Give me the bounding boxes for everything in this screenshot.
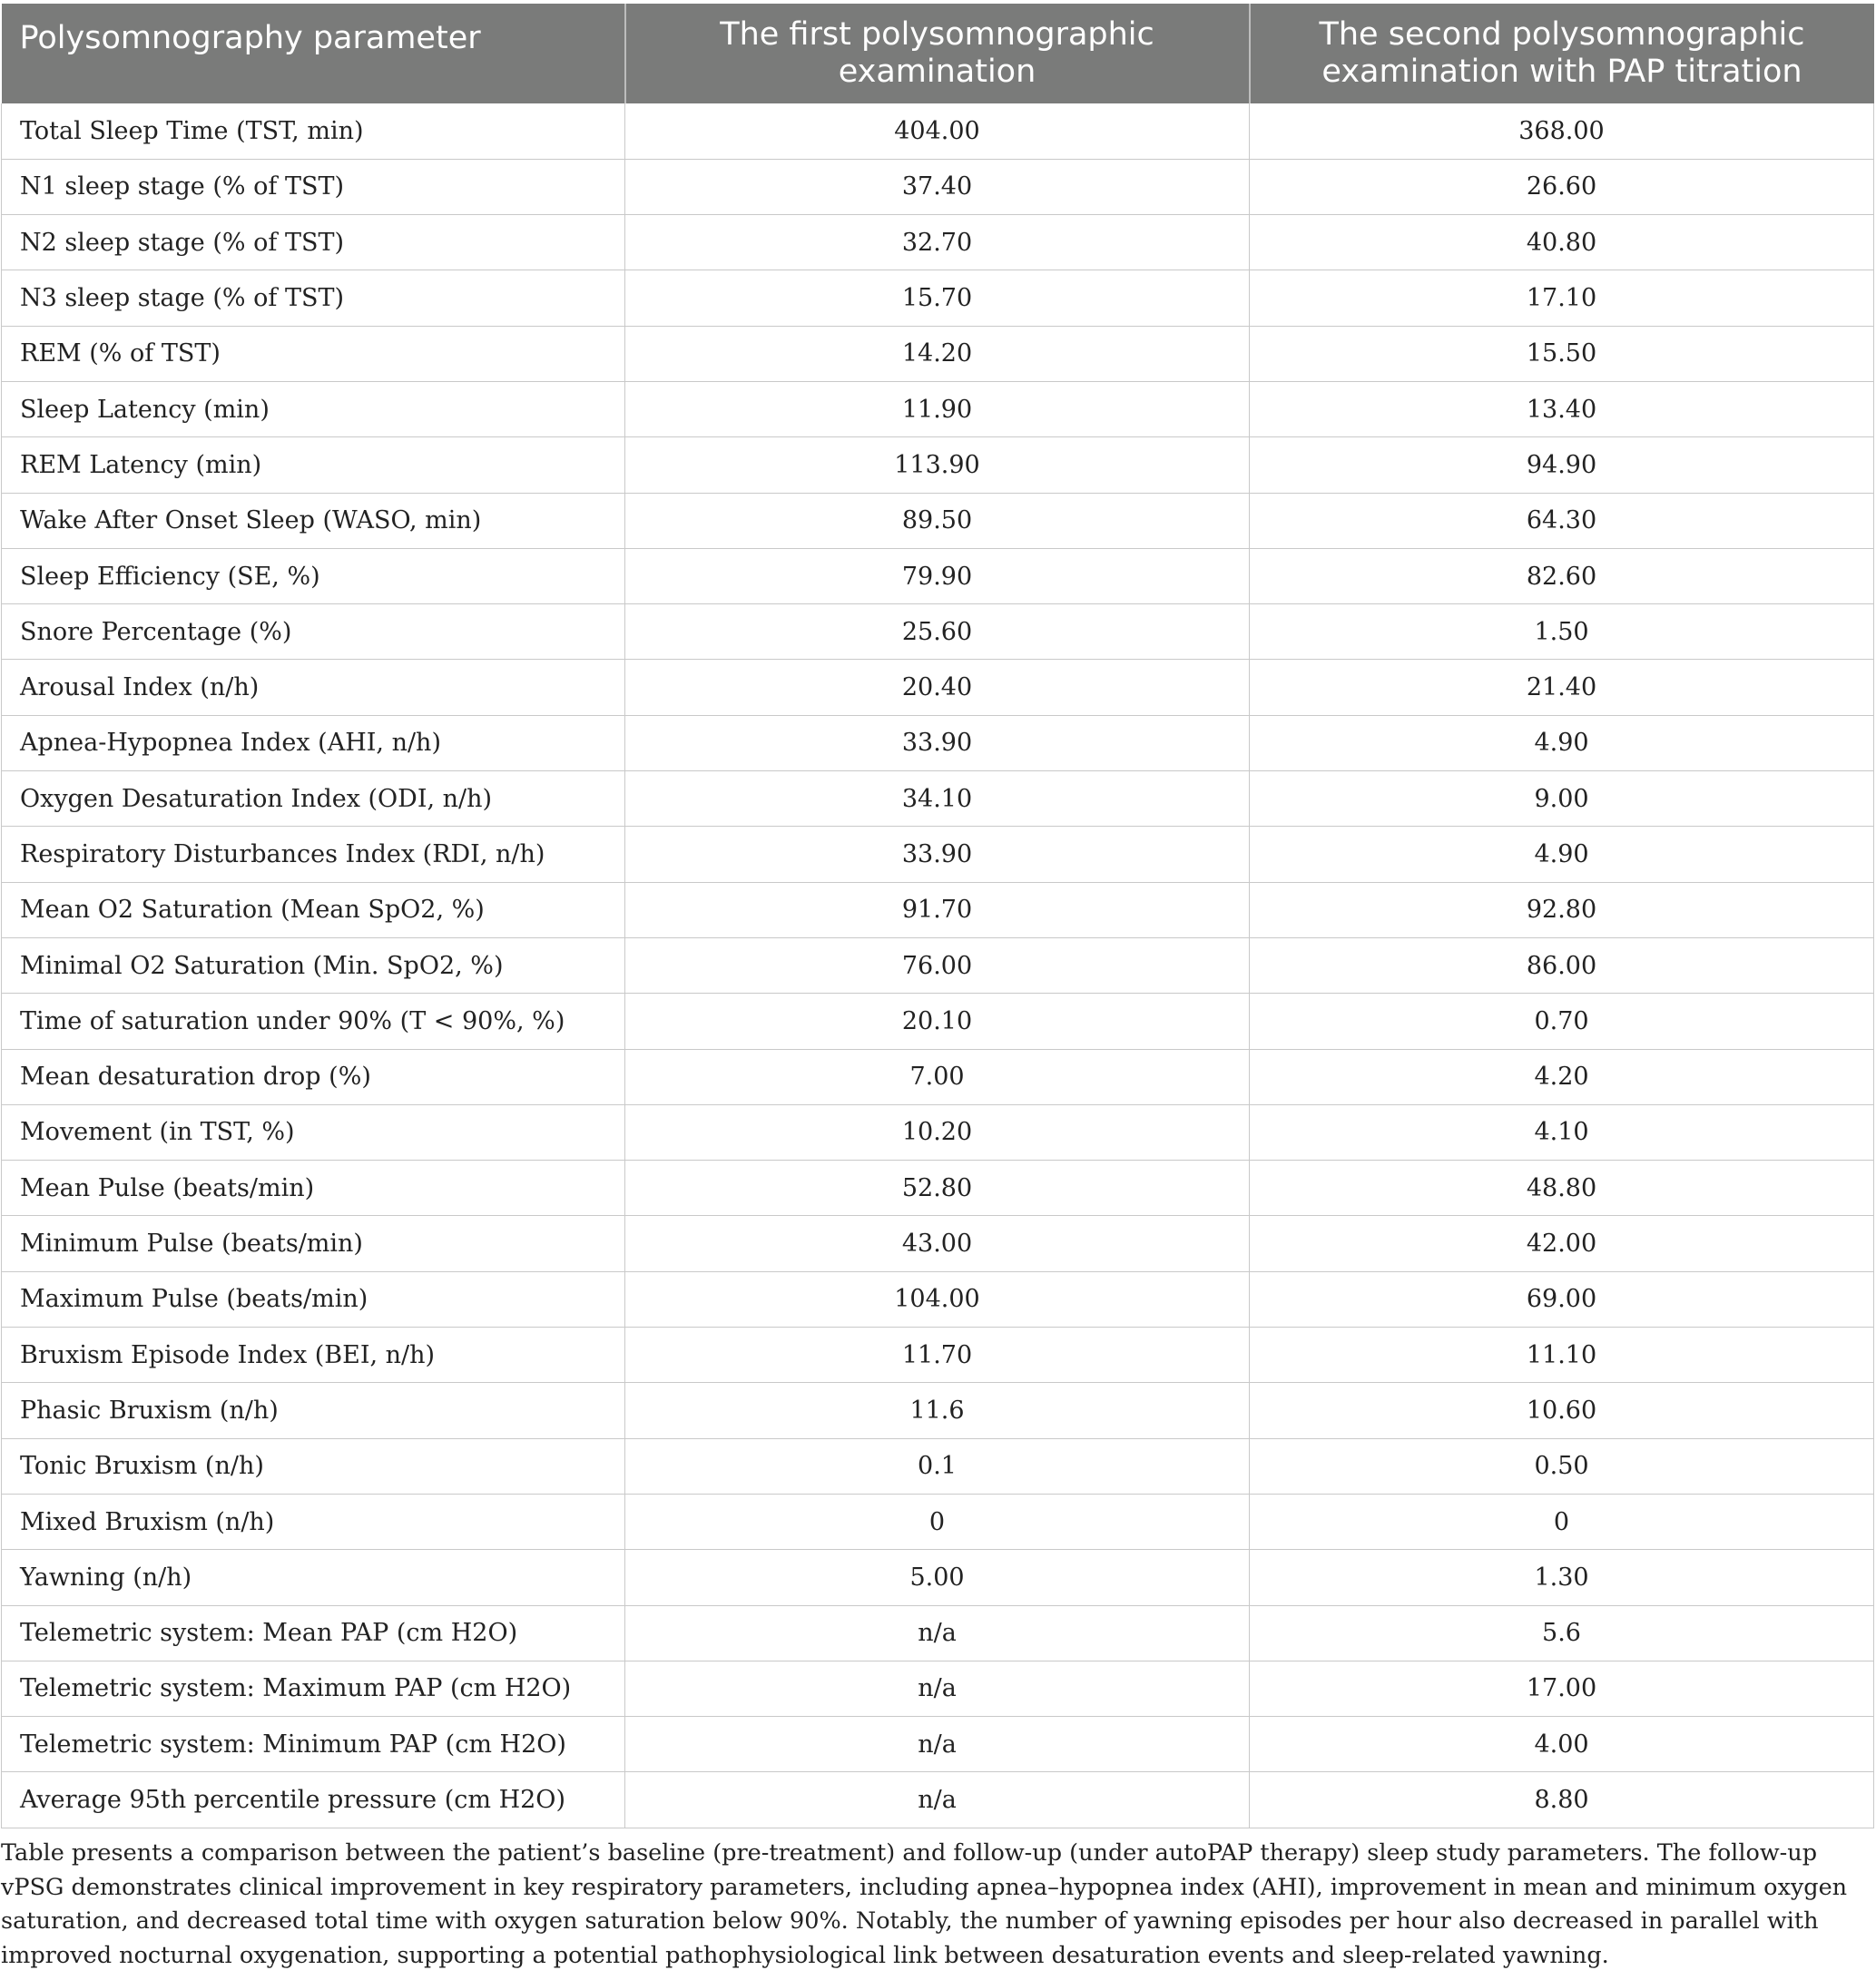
header-parameter: Polysomnography parameter: [2, 4, 625, 103]
second-exam-value: 1.50: [1250, 604, 1874, 660]
table-row: [2, 1104, 1874, 1160]
parameter-cell: Apnea-Hypopnea Index (AHI, n/h): [2, 715, 625, 770]
second-exam-value: 26.60: [1250, 159, 1874, 214]
first-exam-value: 43.00: [625, 1216, 1250, 1271]
parameter-cell: N2 sleep stage (% of TST): [2, 215, 625, 270]
second-exam-value: 40.80: [1250, 215, 1874, 270]
parameter-cell: Mean Pulse (beats/min): [2, 1161, 625, 1216]
parameter-cell: Respiratory Disturbances Index (RDI, n/h): [2, 827, 625, 882]
first-exam-value: 15.70: [625, 270, 1250, 326]
first-exam-value: 79.90: [625, 548, 1250, 603]
table-row: [2, 437, 1874, 493]
second-exam-value: 4.00: [1250, 1717, 1874, 1772]
table-row: [2, 1772, 1874, 1828]
table-row: [2, 1049, 1874, 1104]
second-exam-value: 4.90: [1250, 715, 1874, 770]
parameter-cell: Movement (in TST, %): [2, 1104, 625, 1160]
table-caption: Table presents a comparison between the patient’s baseline (pre-treatment) and follow-up (under autoPAP therapy) sleep study parameters. The follow-up vPSG demonstrates clinical improvement in key respiratory parameters, including apnea–hypopnea index (AHI), improvement in mean and minimum oxygen saturation, and decreased total time with oxygen saturation below 90%. Notably, the number of yawning episodes per hour also decreased in parallel with improved nocturnal oxygenation, supporting a potential pathophysiological link between desaturation events and sleep-related yawning.: [1, 1839, 1848, 1969]
table-row: [2, 715, 1874, 770]
second-exam-value: 48.80: [1250, 1161, 1874, 1216]
second-exam-value: 4.90: [1250, 827, 1874, 882]
first-exam-value: 25.60: [625, 604, 1250, 660]
table-row: [2, 1161, 1874, 1216]
parameter-cell: Mixed Bruxism (n/h): [2, 1494, 625, 1549]
header-first-exam: The first polysomnographic examination: [625, 4, 1250, 103]
header-row: [2, 4, 1874, 103]
first-exam-value: 7.00: [625, 1049, 1250, 1104]
first-exam-value: 20.40: [625, 660, 1250, 715]
second-exam-value: 69.00: [1250, 1271, 1874, 1327]
parameter-cell: Mean desaturation drop (%): [2, 1049, 625, 1104]
second-exam-value: 9.00: [1250, 771, 1874, 827]
first-exam-value: 14.20: [625, 326, 1250, 381]
first-exam-value: 11.70: [625, 1328, 1250, 1383]
first-exam-value: 0.1: [625, 1438, 1250, 1494]
table-row: [2, 1328, 1874, 1383]
parameter-cell: N1 sleep stage (% of TST): [2, 159, 625, 214]
table-row: [2, 937, 1874, 993]
parameter-cell: Minimum Pulse (beats/min): [2, 1216, 625, 1271]
table-row: [2, 1216, 1874, 1271]
second-exam-value: 42.00: [1250, 1216, 1874, 1271]
parameter-cell: Snore Percentage (%): [2, 604, 625, 660]
table-row: [2, 493, 1874, 548]
second-exam-value: 82.60: [1250, 548, 1874, 603]
first-exam-value: 404.00: [625, 103, 1250, 159]
first-exam-value: 113.90: [625, 437, 1250, 493]
first-exam-value: 33.90: [625, 827, 1250, 882]
parameter-cell: Sleep Efficiency (SE, %): [2, 548, 625, 603]
table-row: [2, 159, 1874, 214]
second-exam-value: 21.40: [1250, 660, 1874, 715]
table-row: [2, 215, 1874, 270]
table-body: [2, 103, 1874, 1828]
first-exam-value: 104.00: [625, 1271, 1250, 1327]
first-exam-value: 10.20: [625, 1104, 1250, 1160]
first-exam-value: 89.50: [625, 493, 1250, 548]
table-row: [2, 103, 1874, 159]
parameter-cell: Tonic Bruxism (n/h): [2, 1438, 625, 1494]
second-exam-value: 92.80: [1250, 882, 1874, 937]
parameter-cell: Time of saturation under 90% (T < 90%, %): [2, 994, 625, 1049]
first-exam-value: 20.10: [625, 994, 1250, 1049]
parameter-cell: Sleep Latency (min): [2, 381, 625, 436]
parameter-cell: REM (% of TST): [2, 326, 625, 381]
table-row: [2, 1661, 1874, 1716]
table-row: [2, 1438, 1874, 1494]
table-row: [2, 994, 1874, 1049]
first-exam-value: 34.10: [625, 771, 1250, 827]
first-exam-value: 52.80: [625, 1161, 1250, 1216]
first-exam-value: 37.40: [625, 159, 1250, 214]
table-row: [2, 1550, 1874, 1605]
parameter-cell: Maximum Pulse (beats/min): [2, 1271, 625, 1327]
first-exam-value: 11.90: [625, 381, 1250, 436]
second-exam-value: 1.30: [1250, 1550, 1874, 1605]
first-exam-value: 33.90: [625, 715, 1250, 770]
parameter-cell: Average 95th percentile pressure (cm H2O): [2, 1772, 625, 1828]
table-header: [2, 4, 1874, 103]
second-exam-value: 10.60: [1250, 1383, 1874, 1438]
table-row: [2, 771, 1874, 827]
table-row: [2, 660, 1874, 715]
table-row: [2, 270, 1874, 326]
parameter-cell: REM Latency (min): [2, 437, 625, 493]
table-container: [1, 4, 1873, 1828]
parameter-cell: N3 sleep stage (% of TST): [2, 270, 625, 326]
first-exam-value: n/a: [625, 1661, 1250, 1716]
table-row: [2, 1494, 1874, 1549]
first-exam-value: 91.70: [625, 882, 1250, 937]
second-exam-value: 17.00: [1250, 1661, 1874, 1716]
second-exam-value: 94.90: [1250, 437, 1874, 493]
parameter-cell: Telemetric system: Mean PAP (cm H2O): [2, 1605, 625, 1661]
parameter-cell: Yawning (n/h): [2, 1550, 625, 1605]
parameter-cell: Bruxism Episode Index (BEI, n/h): [2, 1328, 625, 1383]
second-exam-value: 15.50: [1250, 326, 1874, 381]
parameter-cell: Telemetric system: Maximum PAP (cm H2O): [2, 1661, 625, 1716]
parameter-cell: Arousal Index (n/h): [2, 660, 625, 715]
second-exam-value: 8.80: [1250, 1772, 1874, 1828]
table-row: [2, 1383, 1874, 1438]
second-exam-value: 368.00: [1250, 103, 1874, 159]
first-exam-value: n/a: [625, 1772, 1250, 1828]
second-exam-value: 0.70: [1250, 994, 1874, 1049]
parameter-cell: Minimal O2 Saturation (Min. SpO2, %): [2, 937, 625, 993]
second-exam-value: 0: [1250, 1494, 1874, 1549]
parameter-cell: Telemetric system: Minimum PAP (cm H2O): [2, 1717, 625, 1772]
polysomnography-table: [1, 4, 1874, 1828]
table-row: [2, 1717, 1874, 1772]
table-row: [2, 548, 1874, 603]
second-exam-value: 86.00: [1250, 937, 1874, 993]
second-exam-value: 4.20: [1250, 1049, 1874, 1104]
table-row: [2, 1271, 1874, 1327]
parameter-cell: Mean O2 Saturation (Mean SpO2, %): [2, 882, 625, 937]
second-exam-value: 17.10: [1250, 270, 1874, 326]
table-row: [2, 827, 1874, 882]
table-row: [2, 326, 1874, 381]
table-row: [2, 1605, 1874, 1661]
parameter-cell: Total Sleep Time (TST, min): [2, 103, 625, 159]
first-exam-value: 32.70: [625, 215, 1250, 270]
parameter-cell: Wake After Onset Sleep (WASO, min): [2, 493, 625, 548]
first-exam-value: 0: [625, 1494, 1250, 1549]
parameter-cell: Phasic Bruxism (n/h): [2, 1383, 625, 1438]
first-exam-value: 11.6: [625, 1383, 1250, 1438]
first-exam-value: 5.00: [625, 1550, 1250, 1605]
first-exam-value: n/a: [625, 1717, 1250, 1772]
first-exam-value: 76.00: [625, 937, 1250, 993]
table-row: [2, 381, 1874, 436]
second-exam-value: 13.40: [1250, 381, 1874, 436]
second-exam-value: 11.10: [1250, 1328, 1874, 1383]
second-exam-value: 0.50: [1250, 1438, 1874, 1494]
table-row: [2, 604, 1874, 660]
second-exam-value: 4.10: [1250, 1104, 1874, 1160]
header-second-exam: The second polysomnographic examination with PAP titration: [1250, 4, 1874, 103]
second-exam-value: 5.6: [1250, 1605, 1874, 1661]
parameter-cell: Oxygen Desaturation Index (ODI, n/h): [2, 771, 625, 827]
second-exam-value: 64.30: [1250, 493, 1874, 548]
table-row: [2, 882, 1874, 937]
first-exam-value: n/a: [625, 1605, 1250, 1661]
